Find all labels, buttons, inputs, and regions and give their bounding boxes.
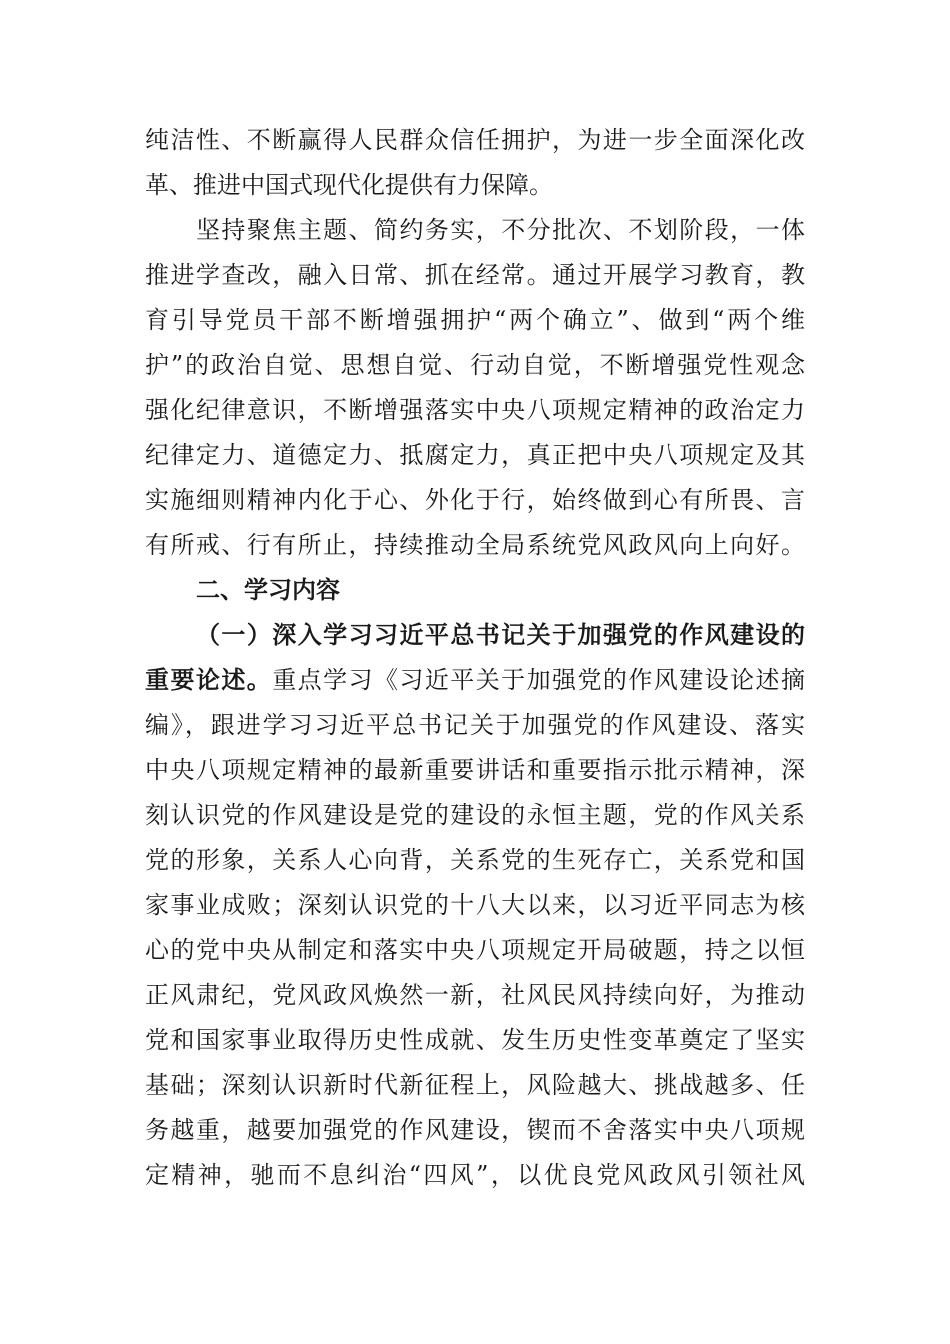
paragraph-line: 刻认识党的作风建设是党的建设的永恒主题，党的作风关系 [145,801,805,829]
paragraph-line: 心的党中央从制定和落实中央八项规定开局破题，持之以恒 [145,936,805,964]
paragraph-line: 党和国家事业取得历史性成就、发生历史性变革奠定了坚实 [145,1026,805,1054]
paragraph-line: 中央八项规定精神的最新重要讲话和重要指示批示精神，深 [145,756,805,784]
paragraph-line [145,658,805,702]
paragraph-line: 基础；深刻认识新时代新征程上，风险越大、挑战越多、任 [145,1071,805,1099]
paragraph-line: 护”的政治自觉、思想自觉、行动自觉，不断增强党性观念 [145,351,805,379]
section-heading: 二、学习内容 [196,576,340,604]
paragraph-line: 定精神，驰而不息纠治“四风”，以优良党风政风引领社风 [145,1161,805,1189]
paragraph-line: 务越重，越要加强党的作风建设，锲而不舍落实中央八项规 [145,1116,805,1144]
paragraph-line: 正风肃纪，党风政风焕然一新，社风民风持续向好，为推动 [145,981,805,1009]
paragraph-line: 党的形象，关系人心向背，关系党的生死存亡，关系党和国 [145,846,805,874]
paragraph-text: 重点学习《习近平关于加强党的作风建设论述摘 [272,666,806,694]
paragraph-line: 革、推进中国式现代化提供有力保障。 [145,171,553,199]
paragraph-line: 有所戒、行有所止，持续推动全局系统党风政风向上向好。 [145,531,805,559]
paragraph-line: 家事业成败；深刻认识党的十八大以来，以习近平同志为核 [145,891,805,919]
paragraph-line: 育引导党员干部不断增强拥护“两个确立”、做到“两个维 [145,306,805,334]
paragraph-line: 推进学查改，融入日常、抓在经常。通过开展学习教育，教 [145,261,805,289]
paragraph-line: 纪律定力、道德定力、抵腐定力，真正把中央八项规定及其 [145,441,805,469]
paragraph-line: 强化纪律意识，不断增强落实中央八项规定精神的政治定力 [145,396,805,424]
subsection-title-end: 重要论述。 [145,665,273,694]
paragraph-line: 纯洁性、不断赢得人民群众信任拥护，为进一步全面深化改 [145,126,805,154]
paragraph-line: 实施细则精神内化于心、外化于行，始终做到心有所畏、言 [145,486,805,514]
paragraph-line: 坚持聚焦主题、简约务实，不分批次、不划阶段，一体 [196,216,805,244]
subsection-title: （一）深入学习习近平总书记关于加强党的作风建设的 [196,620,805,649]
paragraph-line: 编》，跟进学习习近平总书记关于加强党的作风建设、落实 [145,711,805,739]
